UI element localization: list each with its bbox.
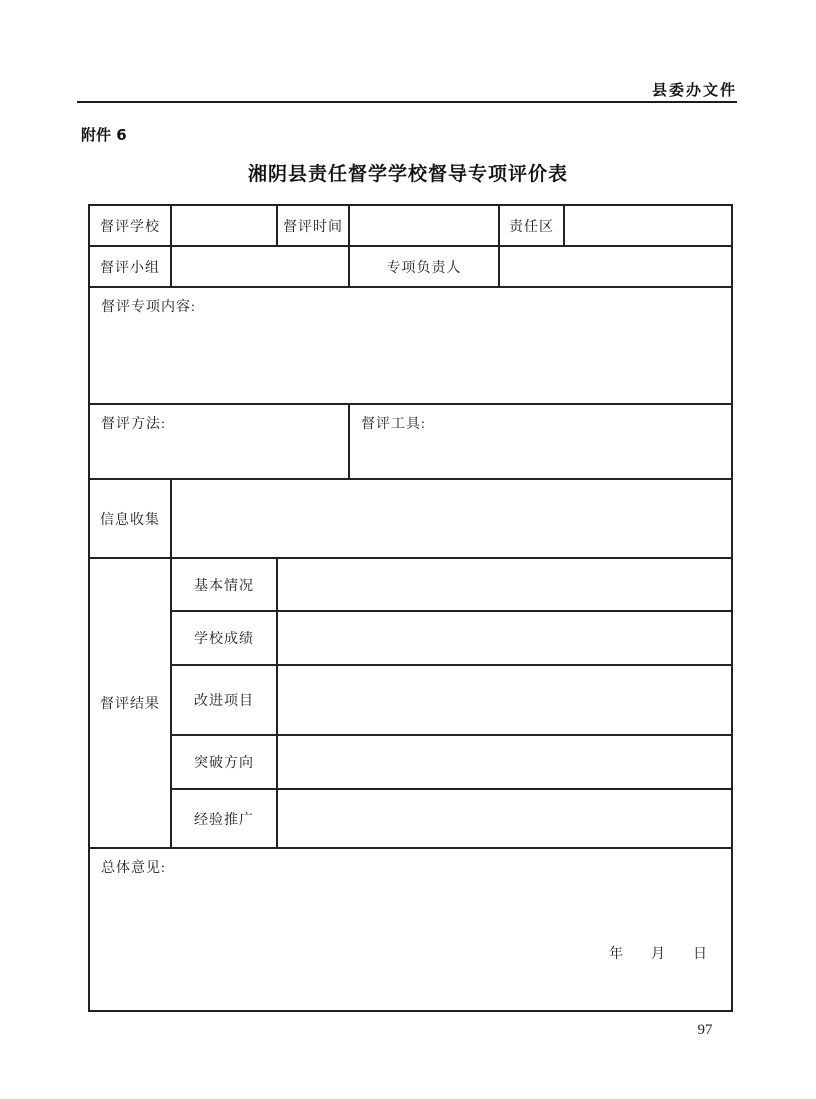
leader-label: 专项负责人 [349, 246, 499, 287]
table-row-school [89, 205, 732, 246]
overall-label: 总体意见: [101, 861, 166, 876]
info-label: 信息收集 [89, 479, 171, 558]
content-label: 督评专项内容: [89, 287, 732, 404]
table-row-result-5 [89, 789, 732, 848]
group-label: 督评小组 [89, 246, 171, 287]
result-item-value-cell [277, 735, 732, 789]
date-day-label: 日 [693, 947, 707, 962]
school-label: 督评学校 [89, 205, 171, 246]
method-label: 督评方法: [89, 404, 349, 479]
date-line [609, 943, 707, 963]
table-row-overall [89, 848, 732, 1011]
result-item-value-cell [277, 789, 732, 848]
table-row-result-3 [89, 665, 732, 735]
school-value-cell [171, 205, 277, 246]
time-label: 督评时间 [277, 205, 349, 246]
header-doc-label: 县委办文件 [651, 81, 737, 99]
overall-cell [89, 848, 732, 1011]
date-month-label: 月 [651, 947, 665, 962]
result-item-label: 学校成绩 [171, 611, 277, 665]
table-row-result-1 [89, 558, 732, 611]
result-item-value-cell [277, 665, 732, 735]
table-row-content [89, 287, 732, 404]
time-value-cell [349, 205, 499, 246]
district-value-cell [564, 205, 732, 246]
info-value-cell [171, 479, 732, 558]
district-label: 责任区 [499, 205, 564, 246]
result-item-label: 突破方向 [171, 735, 277, 789]
result-item-value-cell [277, 558, 732, 611]
table-row-group [89, 246, 732, 287]
page-title: 湘阴县责任督学学校督导专项评价表 [247, 163, 568, 185]
result-item-label: 改进项目 [171, 665, 277, 735]
result-label: 督评结果 [89, 558, 171, 848]
table-row-method-tool [89, 404, 732, 479]
group-value-cell [171, 246, 349, 287]
tool-label: 督评工具: [349, 404, 732, 479]
page-number: 97 [697, 1022, 713, 1038]
attachment-label: 附件 6 [81, 126, 127, 144]
date-year-label: 年 [609, 947, 623, 962]
header-rule [77, 101, 737, 103]
evaluation-form-table [88, 204, 733, 1012]
table-row-info [89, 479, 732, 558]
result-item-label: 基本情况 [171, 558, 277, 611]
result-item-value-cell [277, 611, 732, 665]
result-item-label: 经验推广 [171, 789, 277, 848]
table-row-result-2 [89, 611, 732, 665]
leader-value-cell [499, 246, 732, 287]
table-row-result-4 [89, 735, 732, 789]
